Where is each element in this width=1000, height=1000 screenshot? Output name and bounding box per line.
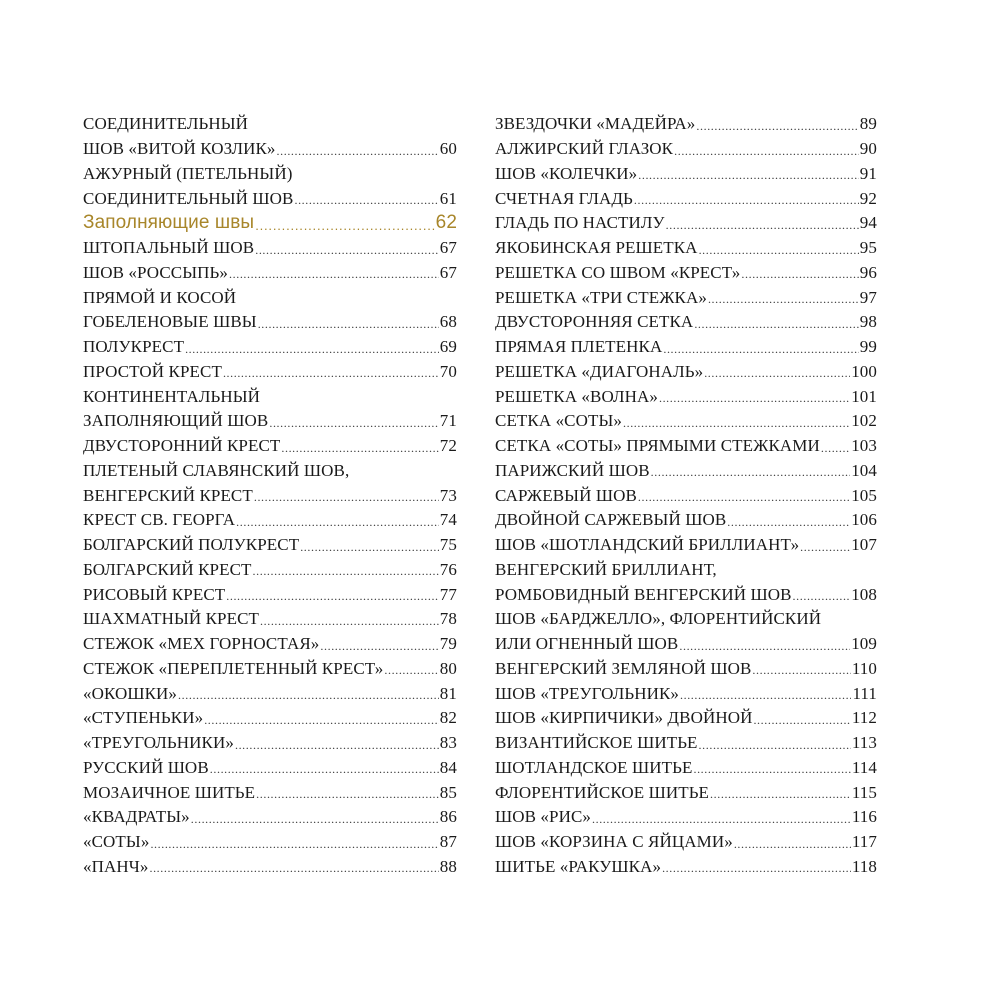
toc-page-number: 91 <box>859 163 877 183</box>
toc-page-number: 67 <box>439 262 457 282</box>
dot-leader <box>178 688 439 703</box>
dot-leader <box>210 762 439 777</box>
toc-entry-title: ГЛАДЬ ПО НАСТИЛУ <box>495 213 665 233</box>
toc-entry-title: АЛЖИРСКИЙ ГЛАЗОК <box>495 139 674 159</box>
toc-entry-title: ШОТЛАНДСКОЕ ШИТЬЕ <box>495 757 693 777</box>
toc-entry-title: ШАХМАТНЫЙ КРЕСТ <box>83 609 260 629</box>
toc-entry-title: СТЕЖОК «МЕХ ГОРНОСТАЯ» <box>83 634 320 654</box>
toc-entry[interactable] <box>83 533 457 558</box>
toc-page-number: 111 <box>852 683 877 703</box>
toc-entry[interactable] <box>83 483 457 508</box>
toc-entry-title: ВИЗАНТИЙСКОЕ ШИТЬЕ <box>495 733 698 753</box>
toc-page-number: 103 <box>851 436 877 456</box>
toc-right-column <box>495 112 877 879</box>
toc-entry[interactable] <box>83 855 457 880</box>
toc-entry-continued <box>83 384 457 409</box>
dot-leader <box>592 812 851 827</box>
toc-page-number: 71 <box>439 411 457 431</box>
toc-entry-title: ШОВ «КОЛЕЧКИ» <box>495 163 638 183</box>
toc-entry-title: ШИТЬЕ «РАКУШКА» <box>495 856 662 876</box>
dot-leader <box>634 193 859 208</box>
toc-page-number: 67 <box>439 238 457 258</box>
toc-entry[interactable] <box>495 236 877 261</box>
toc-page-number: 117 <box>851 832 877 852</box>
toc-page-number: 95 <box>859 238 877 258</box>
toc-entry[interactable] <box>495 681 877 706</box>
toc-entry[interactable] <box>495 533 877 558</box>
toc-entry[interactable] <box>495 384 877 409</box>
toc-entry-title: СТЕЖОК «ПЕРЕПЛЕТЕННЫЙ КРЕСТ» <box>83 658 384 678</box>
toc-entry-title: ИЛИ ОГНЕННЫЙ ШОВ <box>495 634 679 654</box>
toc-entry-title: КРЕСТ СВ. ГЕОРГА <box>83 510 236 530</box>
toc-entry-title: «СТУПЕНЬКИ» <box>83 708 204 728</box>
toc-entry-title: ДВУСТОРОННИЙ КРЕСТ <box>83 436 281 456</box>
toc-page-number: 86 <box>439 807 457 827</box>
toc-entry-continued <box>83 285 457 310</box>
dot-leader <box>235 738 439 753</box>
toc-page-number: 89 <box>859 114 877 134</box>
toc-entry-title: РЕШЕТКА «ТРИ СТЕЖКА» <box>495 287 707 307</box>
toc-entry[interactable] <box>83 137 457 162</box>
toc-entry[interactable] <box>83 409 457 434</box>
toc-entry-title: «КВАДРАТЫ» <box>83 807 190 827</box>
dot-leader <box>623 416 850 431</box>
toc-entry-title: ЯКОБИНСКАЯ РЕШЕТКА <box>495 238 698 258</box>
dot-leader <box>752 663 850 678</box>
dot-leader <box>741 267 858 282</box>
toc-entry-title: ВЕНГЕРСКИЙ КРЕСТ <box>83 485 253 505</box>
dot-leader <box>704 366 850 381</box>
dot-leader <box>281 441 438 456</box>
toc-page-number: 79 <box>439 634 457 654</box>
dot-leader <box>666 218 859 233</box>
toc-entry[interactable] <box>83 756 457 781</box>
toc-entry-title: МОЗАИЧНОЕ ШИТЬЕ <box>83 782 256 802</box>
toc-entry[interactable] <box>495 360 877 385</box>
dot-leader <box>253 564 439 579</box>
dot-leader <box>663 342 858 357</box>
toc-entry-continued <box>83 162 457 187</box>
toc-entry-title: ШТОПАЛЬНЫЙ ШОВ <box>83 238 255 258</box>
toc-page-number: 77 <box>439 584 457 604</box>
toc-page-number: 72 <box>439 436 457 456</box>
toc-entry[interactable] <box>495 261 877 286</box>
dot-leader <box>659 391 850 406</box>
dot-leader <box>236 515 439 530</box>
dot-leader <box>256 787 439 802</box>
toc-entry[interactable] <box>495 706 877 731</box>
toc-entry[interactable] <box>83 805 457 830</box>
toc-page-number: 83 <box>439 733 457 753</box>
toc-entry-title: ФЛОРЕНТИЙСКОЕ ШИТЬЕ <box>495 782 710 802</box>
toc-entry[interactable] <box>495 731 877 756</box>
toc-page-number: 101 <box>851 386 877 406</box>
toc-page-number: 81 <box>439 683 457 703</box>
toc-page-number: 104 <box>851 460 877 480</box>
toc-entry-title: БОЛГАРСКИЙ ПОЛУКРЕСТ <box>83 535 300 555</box>
toc-entry[interactable] <box>83 582 457 607</box>
dot-leader <box>638 490 850 505</box>
toc-entry-title: ЗАПОЛНЯЮЩИЙ ШОВ <box>83 411 269 431</box>
toc-entry[interactable] <box>83 780 457 805</box>
toc-entry-continued <box>495 558 877 583</box>
toc-page-number: 74 <box>439 510 457 530</box>
toc-page-number: 113 <box>851 733 877 753</box>
dot-leader <box>693 762 850 777</box>
dot-leader <box>226 589 439 604</box>
toc-entry[interactable] <box>495 409 877 434</box>
toc-page-number: 116 <box>851 807 877 827</box>
toc-page-number: 94 <box>859 213 877 233</box>
toc-entry-title: СЕТКА «СОТЫ» ПРЯМЫМИ СТЕЖКАМИ <box>495 436 820 456</box>
toc-page-number: 110 <box>851 658 877 678</box>
toc-entry[interactable] <box>495 855 877 880</box>
toc-page-number: 100 <box>851 361 877 381</box>
toc-page-number: 61 <box>439 188 457 208</box>
toc-page-number: 75 <box>439 535 457 555</box>
toc-entry[interactable] <box>495 483 877 508</box>
toc-entry-title: ШОВ «РИС» <box>495 807 591 827</box>
toc-entry[interactable] <box>495 805 877 830</box>
toc-entry-title: ПОЛУКРЕСТ <box>83 337 185 357</box>
toc-section-heading[interactable] <box>83 211 457 236</box>
dot-leader <box>727 515 850 530</box>
toc-entry-title: ДВУСТОРОННЯЯ СЕТКА <box>495 312 694 332</box>
toc-entry[interactable] <box>83 508 457 533</box>
dot-leader <box>269 416 438 431</box>
dot-leader <box>150 837 438 852</box>
toc-entry[interactable] <box>495 657 877 682</box>
toc-entry[interactable] <box>495 137 877 162</box>
toc-page-number: 115 <box>851 782 877 802</box>
dot-leader <box>254 490 439 505</box>
toc-entry-title: РЕШЕТКА «ВОЛНА» <box>495 386 658 406</box>
toc-entry-title: ШОВ «КИРПИЧИКИ» ДВОЙНОЙ <box>495 708 753 728</box>
toc-entry-title: КОНТИНЕНТАЛЬНЫЙ <box>83 386 261 406</box>
toc-entry[interactable] <box>495 632 877 657</box>
toc-entry-title: ШОВ «ШОТЛАНДСКИЙ БРИЛЛИАНТ» <box>495 535 800 555</box>
dot-leader <box>694 317 858 332</box>
toc-entry[interactable] <box>495 186 877 211</box>
dot-leader <box>204 713 439 728</box>
toc-page-number: 107 <box>851 535 877 555</box>
toc-entry[interactable] <box>83 434 457 459</box>
toc-entry[interactable] <box>83 706 457 731</box>
dot-leader <box>753 713 850 728</box>
toc-entry[interactable] <box>495 756 877 781</box>
toc-entry[interactable] <box>495 112 877 137</box>
toc-entry-title: ШОВ «БАРДЖЕЛЛО», ФЛОРЕНТИЙСКИЙ <box>495 609 822 629</box>
toc-entry[interactable] <box>83 632 457 657</box>
toc-entry-title: ВЕНГЕРСКИЙ БРИЛЛИАНТ, <box>495 559 717 579</box>
toc-entry[interactable] <box>495 459 877 484</box>
toc-entry[interactable] <box>83 607 457 632</box>
toc-entry-title: ЗВЕЗДОЧКИ «МАДЕЙРА» <box>495 114 696 134</box>
toc-page-number: 60 <box>439 139 457 159</box>
toc-entry[interactable] <box>83 261 457 286</box>
dot-leader <box>734 837 851 852</box>
dot-leader <box>699 243 859 258</box>
toc-entry-title: ПРЯМОЙ И КОСОЙ <box>83 287 237 307</box>
toc-entry-title: «ТРЕУГОЛЬНИКИ» <box>83 733 234 753</box>
toc-entry-title: САРЖЕВЫЙ ШОВ <box>495 485 637 505</box>
dot-leader <box>821 441 850 456</box>
dot-leader <box>699 738 851 753</box>
toc-page-number: 105 <box>851 485 877 505</box>
toc-page-number: 98 <box>859 312 877 332</box>
toc-entry[interactable] <box>495 780 877 805</box>
dot-leader <box>800 540 850 555</box>
dot-leader <box>674 144 859 159</box>
toc-page-number: 96 <box>859 262 877 282</box>
toc-page-number: 84 <box>439 757 457 777</box>
dot-leader <box>223 366 439 381</box>
dot-leader <box>149 861 438 876</box>
dot-leader <box>710 787 851 802</box>
toc-entry[interactable] <box>495 162 877 187</box>
toc-entry-title: ШОВ «КОРЗИНА С ЯЙЦАМИ» <box>495 832 733 852</box>
toc-page-number: 73 <box>439 485 457 505</box>
dot-leader <box>255 218 434 233</box>
dot-leader <box>191 812 439 827</box>
toc-entry-title: ВЕНГЕРСКИЙ ЗЕМЛЯНОЙ ШОВ <box>495 658 752 678</box>
toc-page-number: 118 <box>851 856 877 876</box>
toc-entry[interactable] <box>495 310 877 335</box>
toc-entry-title: БОЛГАРСКИЙ КРЕСТ <box>83 559 252 579</box>
toc-entry-title: «ОКОШКИ» <box>83 683 178 703</box>
toc-entry[interactable] <box>495 508 877 533</box>
toc-entry-title: Заполняющие швы <box>83 212 255 234</box>
dot-leader <box>638 168 859 183</box>
dot-leader <box>229 267 439 282</box>
toc-entry-title: ПЛЕТЕНЫЙ СЛАВЯНСКИЙ ШОВ, <box>83 460 350 480</box>
toc-entry[interactable] <box>83 310 457 335</box>
dot-leader <box>300 540 439 555</box>
toc-entry-title: ШОВ «РОССЫПЬ» <box>83 262 229 282</box>
toc-entry[interactable] <box>83 236 457 261</box>
toc-entry-continued <box>83 112 457 137</box>
toc-page-number: 92 <box>859 188 877 208</box>
dot-leader <box>258 317 439 332</box>
toc-entry-title: СОЕДИНИТЕЛЬНЫЙ <box>83 114 249 134</box>
toc-entry-title: «ПАНЧ» <box>83 856 149 876</box>
toc-entry-title: ШОВ «ТРЕУГОЛЬНИК» <box>495 683 679 703</box>
toc-entry-title: ГОБЕЛЕНОВЫЕ ШВЫ <box>83 312 257 332</box>
toc-entry-title: РУССКИЙ ШОВ <box>83 757 209 777</box>
toc-page-number: 85 <box>439 782 457 802</box>
dot-leader <box>185 342 439 357</box>
toc-page-number: 97 <box>859 287 877 307</box>
toc-page-number: 108 <box>851 584 877 604</box>
toc-entry-title: ПРЯМАЯ ПЛЕТЕНКА <box>495 337 663 357</box>
toc-page-number: 99 <box>859 337 877 357</box>
dot-leader <box>384 663 438 678</box>
toc-entry[interactable] <box>495 434 877 459</box>
toc-entry[interactable] <box>83 558 457 583</box>
toc-entry[interactable] <box>495 830 877 855</box>
toc-page-number: 87 <box>439 832 457 852</box>
toc-page-number: 102 <box>851 411 877 431</box>
dot-leader <box>651 465 851 480</box>
dot-leader <box>696 119 858 134</box>
toc-entry-title: РИСОВЫЙ КРЕСТ <box>83 584 226 604</box>
dot-leader <box>793 589 851 604</box>
toc-entry-title: ШОВ «ВИТОЙ КОЗЛИК» <box>83 139 276 159</box>
toc-entry[interactable] <box>83 731 457 756</box>
toc-entry[interactable] <box>83 657 457 682</box>
toc-entry-title: «СОТЫ» <box>83 832 150 852</box>
toc-page-number: 69 <box>439 337 457 357</box>
toc-page-number: 112 <box>851 708 877 728</box>
toc-entry-title: СЕТКА «СОТЫ» <box>495 411 622 431</box>
dot-leader <box>662 861 851 876</box>
toc-entry-title: РЕШЕТКА СО ШВОМ «КРЕСТ» <box>495 262 741 282</box>
toc-page-number: 68 <box>439 312 457 332</box>
dot-leader <box>260 614 439 629</box>
toc-entry[interactable] <box>83 681 457 706</box>
toc-page-number: 106 <box>851 510 877 530</box>
toc-entry[interactable] <box>83 335 457 360</box>
dot-leader <box>294 193 438 208</box>
toc-page-number: 76 <box>439 559 457 579</box>
toc-left-column <box>83 112 457 879</box>
toc-page-number: 82 <box>439 708 457 728</box>
toc-entry-title: СЧЕТНАЯ ГЛАДЬ <box>495 188 633 208</box>
toc-entry[interactable] <box>495 582 877 607</box>
dot-leader <box>277 144 439 159</box>
toc-page-number: 109 <box>851 634 877 654</box>
toc-entry-continued <box>495 607 877 632</box>
toc-entry[interactable] <box>495 285 877 310</box>
toc-entry[interactable] <box>495 211 877 236</box>
dot-leader <box>680 688 851 703</box>
toc-page-number: 90 <box>859 139 877 159</box>
toc-entry-title: ПРОСТОЙ КРЕСТ <box>83 361 222 381</box>
toc-page-number: 62 <box>435 212 457 234</box>
toc-page-number: 78 <box>439 609 457 629</box>
dot-leader <box>679 639 850 654</box>
toc-entry[interactable] <box>83 186 457 211</box>
dot-leader <box>708 292 859 307</box>
toc-entry-title: ПАРИЖСКИЙ ШОВ <box>495 460 650 480</box>
toc-entry-title: СОЕДИНИТЕЛЬНЫЙ ШОВ <box>83 188 294 208</box>
toc-entry-title: ДВОЙНОЙ САРЖЕВЫЙ ШОВ <box>495 510 727 530</box>
toc-entry[interactable] <box>495 335 877 360</box>
toc-entry-title: РЕШЕТКА «ДИАГОНАЛЬ» <box>495 361 704 381</box>
toc-entry-title: РОМБОВИДНЫЙ ВЕНГЕРСКИЙ ШОВ <box>495 584 792 604</box>
dot-leader <box>320 639 438 654</box>
toc-page-number: 88 <box>439 856 457 876</box>
toc-entry-title: АЖУРНЫЙ (ПЕТЕЛЬНЫЙ) <box>83 163 293 183</box>
toc-page-number: 70 <box>439 361 457 381</box>
toc-entry[interactable] <box>83 830 457 855</box>
toc-entry-continued <box>83 459 457 484</box>
toc-page-number: 114 <box>851 757 877 777</box>
dot-leader <box>255 243 439 258</box>
toc-entry[interactable] <box>83 360 457 385</box>
toc-page-number: 80 <box>439 658 457 678</box>
